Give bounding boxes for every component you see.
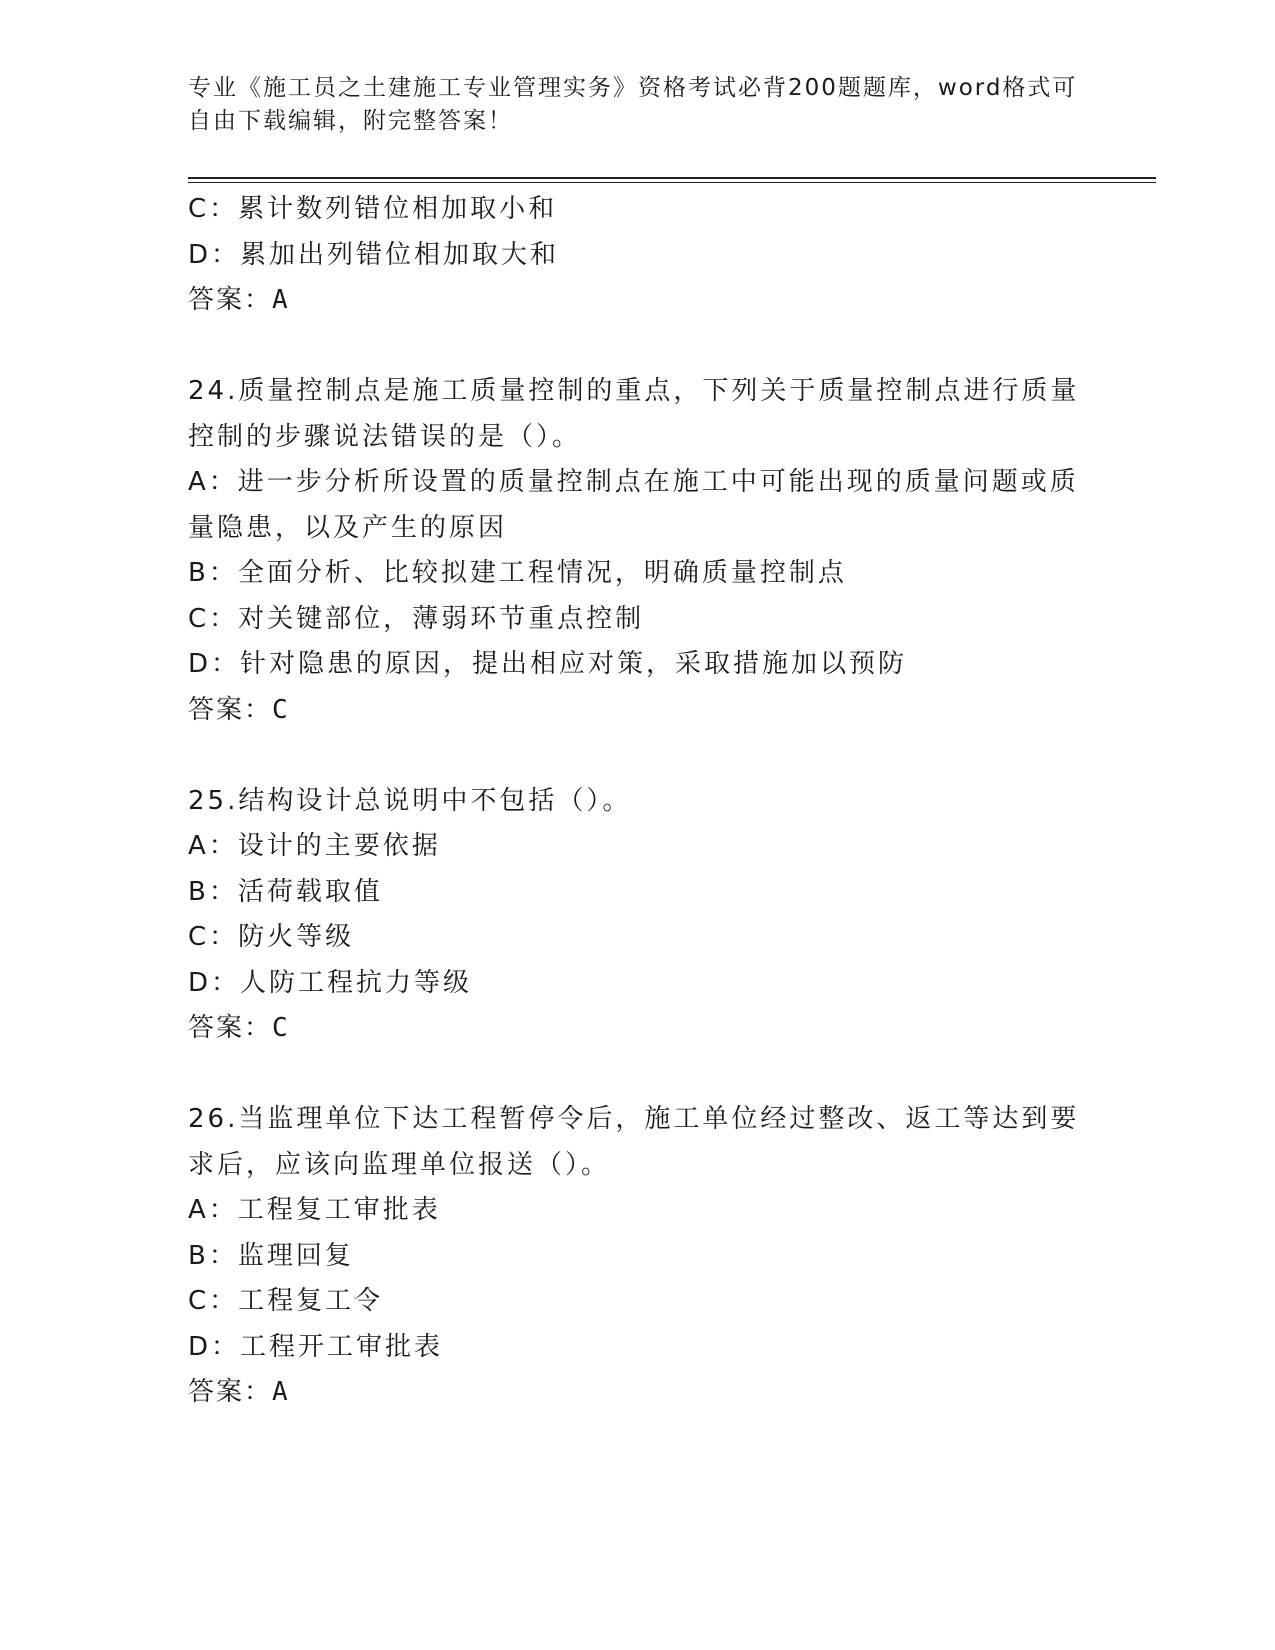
header-line-2: 自由下载编辑，附完整答案！ — [188, 108, 513, 134]
answer-label: 答案： — [188, 694, 273, 725]
option-a: A：设计的主要依据 — [188, 831, 441, 861]
option-b: B：活荷载取值 — [188, 876, 383, 907]
page-header — [188, 72, 1088, 138]
answer-label: 答案： — [188, 285, 273, 315]
answer-value: C — [272, 1013, 289, 1043]
question-25 — [188, 779, 1088, 1052]
header-divider-thin — [188, 182, 1156, 183]
spacer — [188, 324, 1088, 370]
answer-value: C — [272, 694, 289, 725]
header-divider-thick — [188, 177, 1156, 179]
question-stem-cont: 求后，应该向监理单位报送（）。 — [188, 1149, 611, 1180]
answer-label: 答案： — [188, 1013, 273, 1043]
option-c: C：防火等级 — [188, 922, 355, 952]
spacer — [188, 1052, 1088, 1098]
answer-label: 答案： — [188, 1377, 273, 1407]
question-stem-cont: 控制的步骤说法错误的是（）。 — [188, 421, 582, 452]
option-d: D：工程开工审批表 — [188, 1331, 444, 1362]
answer-line — [188, 1370, 1088, 1416]
option-d: D：累加出列错位相加取大和 — [188, 239, 560, 270]
question-24 — [188, 369, 1088, 733]
answer-line — [188, 1006, 1088, 1052]
header-line-1: 专业《施工员之土建施工专业管理实务》资格考试必背200题题库，word格式可 — [188, 75, 1078, 101]
answer-line — [188, 278, 1088, 324]
option-c: C：工程复工令 — [188, 1286, 384, 1316]
question-stem: 25.结构设计总说明中不包括（）。 — [188, 785, 632, 816]
question-26 — [188, 1097, 1088, 1416]
question-list — [188, 187, 1088, 1416]
option-d: D：针对隐患的原因，提出相应对策，采取措施加以预防 — [188, 649, 908, 679]
question-stem: 26.当监理单位下达工程暂停令后，施工单位经过整改、返工等达到要 — [188, 1104, 1080, 1134]
question-stem: 24.质量控制点是施工质量控制的重点，下列关于质量控制点进行质量 — [188, 376, 1080, 406]
option-a: A：工程复工审批表 — [188, 1195, 441, 1225]
spacer — [188, 733, 1088, 779]
option-a-cont: 量隐患，以及产生的原因 — [188, 512, 508, 543]
answer-value: A — [272, 1377, 289, 1407]
option-d: D：人防工程抗力等级 — [188, 967, 473, 998]
option-b: B：监理回复 — [188, 1240, 354, 1271]
question-carryover — [188, 187, 1088, 324]
option-b: B：全面分析、比较拟建工程情况，明确质量控制点 — [188, 558, 847, 588]
option-a: A：进一步分析所设置的质量控制点在施工中可能出现的质量问题或质 — [188, 467, 1079, 497]
option-c: C：对关键部位，薄弱环节重点控制 — [188, 603, 645, 634]
answer-value: A — [272, 285, 289, 315]
answer-line — [188, 688, 1088, 734]
option-c: C：累计数列错位相加取小和 — [188, 194, 558, 224]
